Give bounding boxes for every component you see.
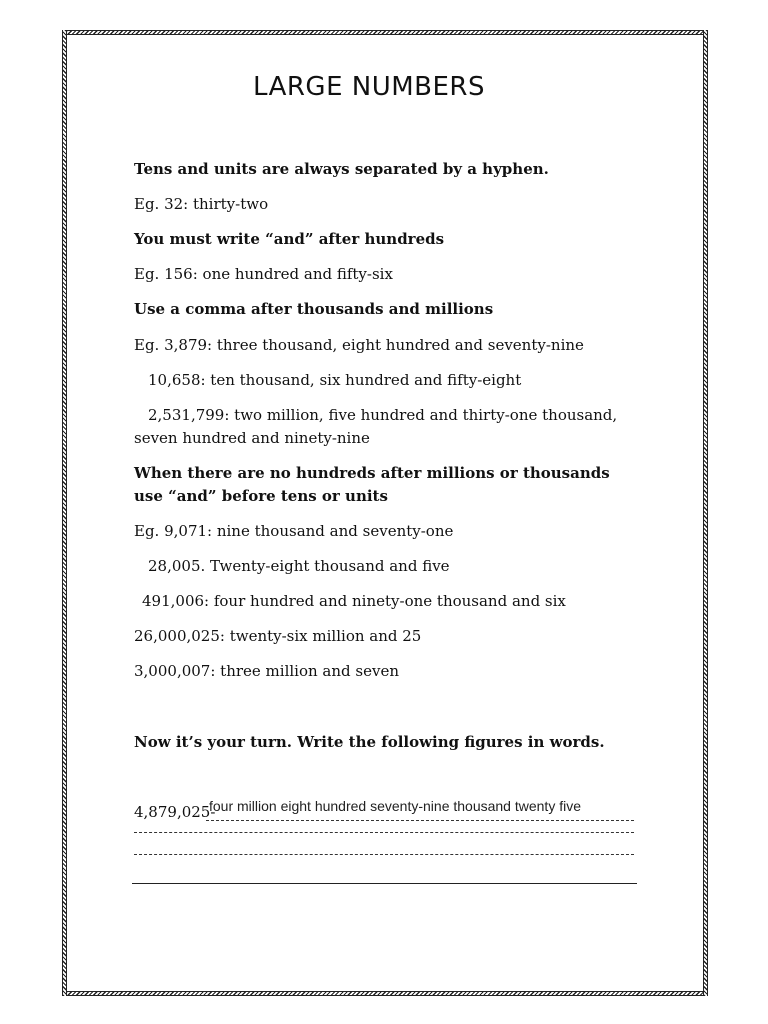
example-32: Eg. 32: thirty-two — [134, 195, 269, 213]
example-26000025: 26,000,025: twenty-six million and 25 — [134, 627, 422, 645]
exercise-number: 4,879,025- — [134, 803, 216, 821]
border-bottom — [62, 991, 708, 996]
example-28005: 28,005. Twenty-eight thousand and five — [148, 557, 450, 575]
border-left — [62, 30, 67, 996]
example-10658: 10,658: ten thousand, six hundred and fifty-eight — [148, 371, 522, 389]
example-491006: 491,006: four hundred and ninety-one thousand and six — [142, 592, 566, 610]
handwritten-answer[interactable]: four million eight hundred seventy-nine thousand twenty five — [209, 798, 581, 814]
dashed-answer-line-3[interactable] — [134, 854, 634, 855]
solid-answer-line[interactable] — [132, 883, 637, 884]
example-156: Eg. 156: one hundred and fifty-six — [134, 265, 393, 283]
dashed-answer-line-2[interactable] — [134, 832, 634, 833]
border-right — [703, 30, 708, 996]
border-top — [62, 30, 708, 35]
rule-and-after-hundreds: You must write “and” after hundreds — [134, 230, 445, 248]
exercise-row — [134, 799, 634, 821]
rule-hyphen: Tens and units are always separated by a hyphen. — [134, 160, 549, 178]
example-3879: Eg. 3,879: three thousand, eight hundred and seventy-nine — [134, 336, 584, 354]
example-9071: Eg. 9,071: nine thousand and seventy-one — [134, 522, 454, 540]
dashed-answer-line — [206, 820, 634, 821]
exercise-instruction: Now it’s your turn. Write the following figures in words. — [134, 733, 605, 751]
rule-no-hundreds: When there are no hundreds after millions or thousands use “and” before tens or units — [134, 464, 610, 505]
rule-comma: Use a comma after thousands and millions — [134, 300, 494, 318]
example-3000007: 3,000,007: three million and seven — [134, 662, 399, 680]
page-title: LARGE NUMBERS — [252, 72, 486, 102]
example-2531799: 2,531,799: two million, five hundred and thirty-one thousand, seven hundred and ninety-nine — [134, 406, 618, 447]
